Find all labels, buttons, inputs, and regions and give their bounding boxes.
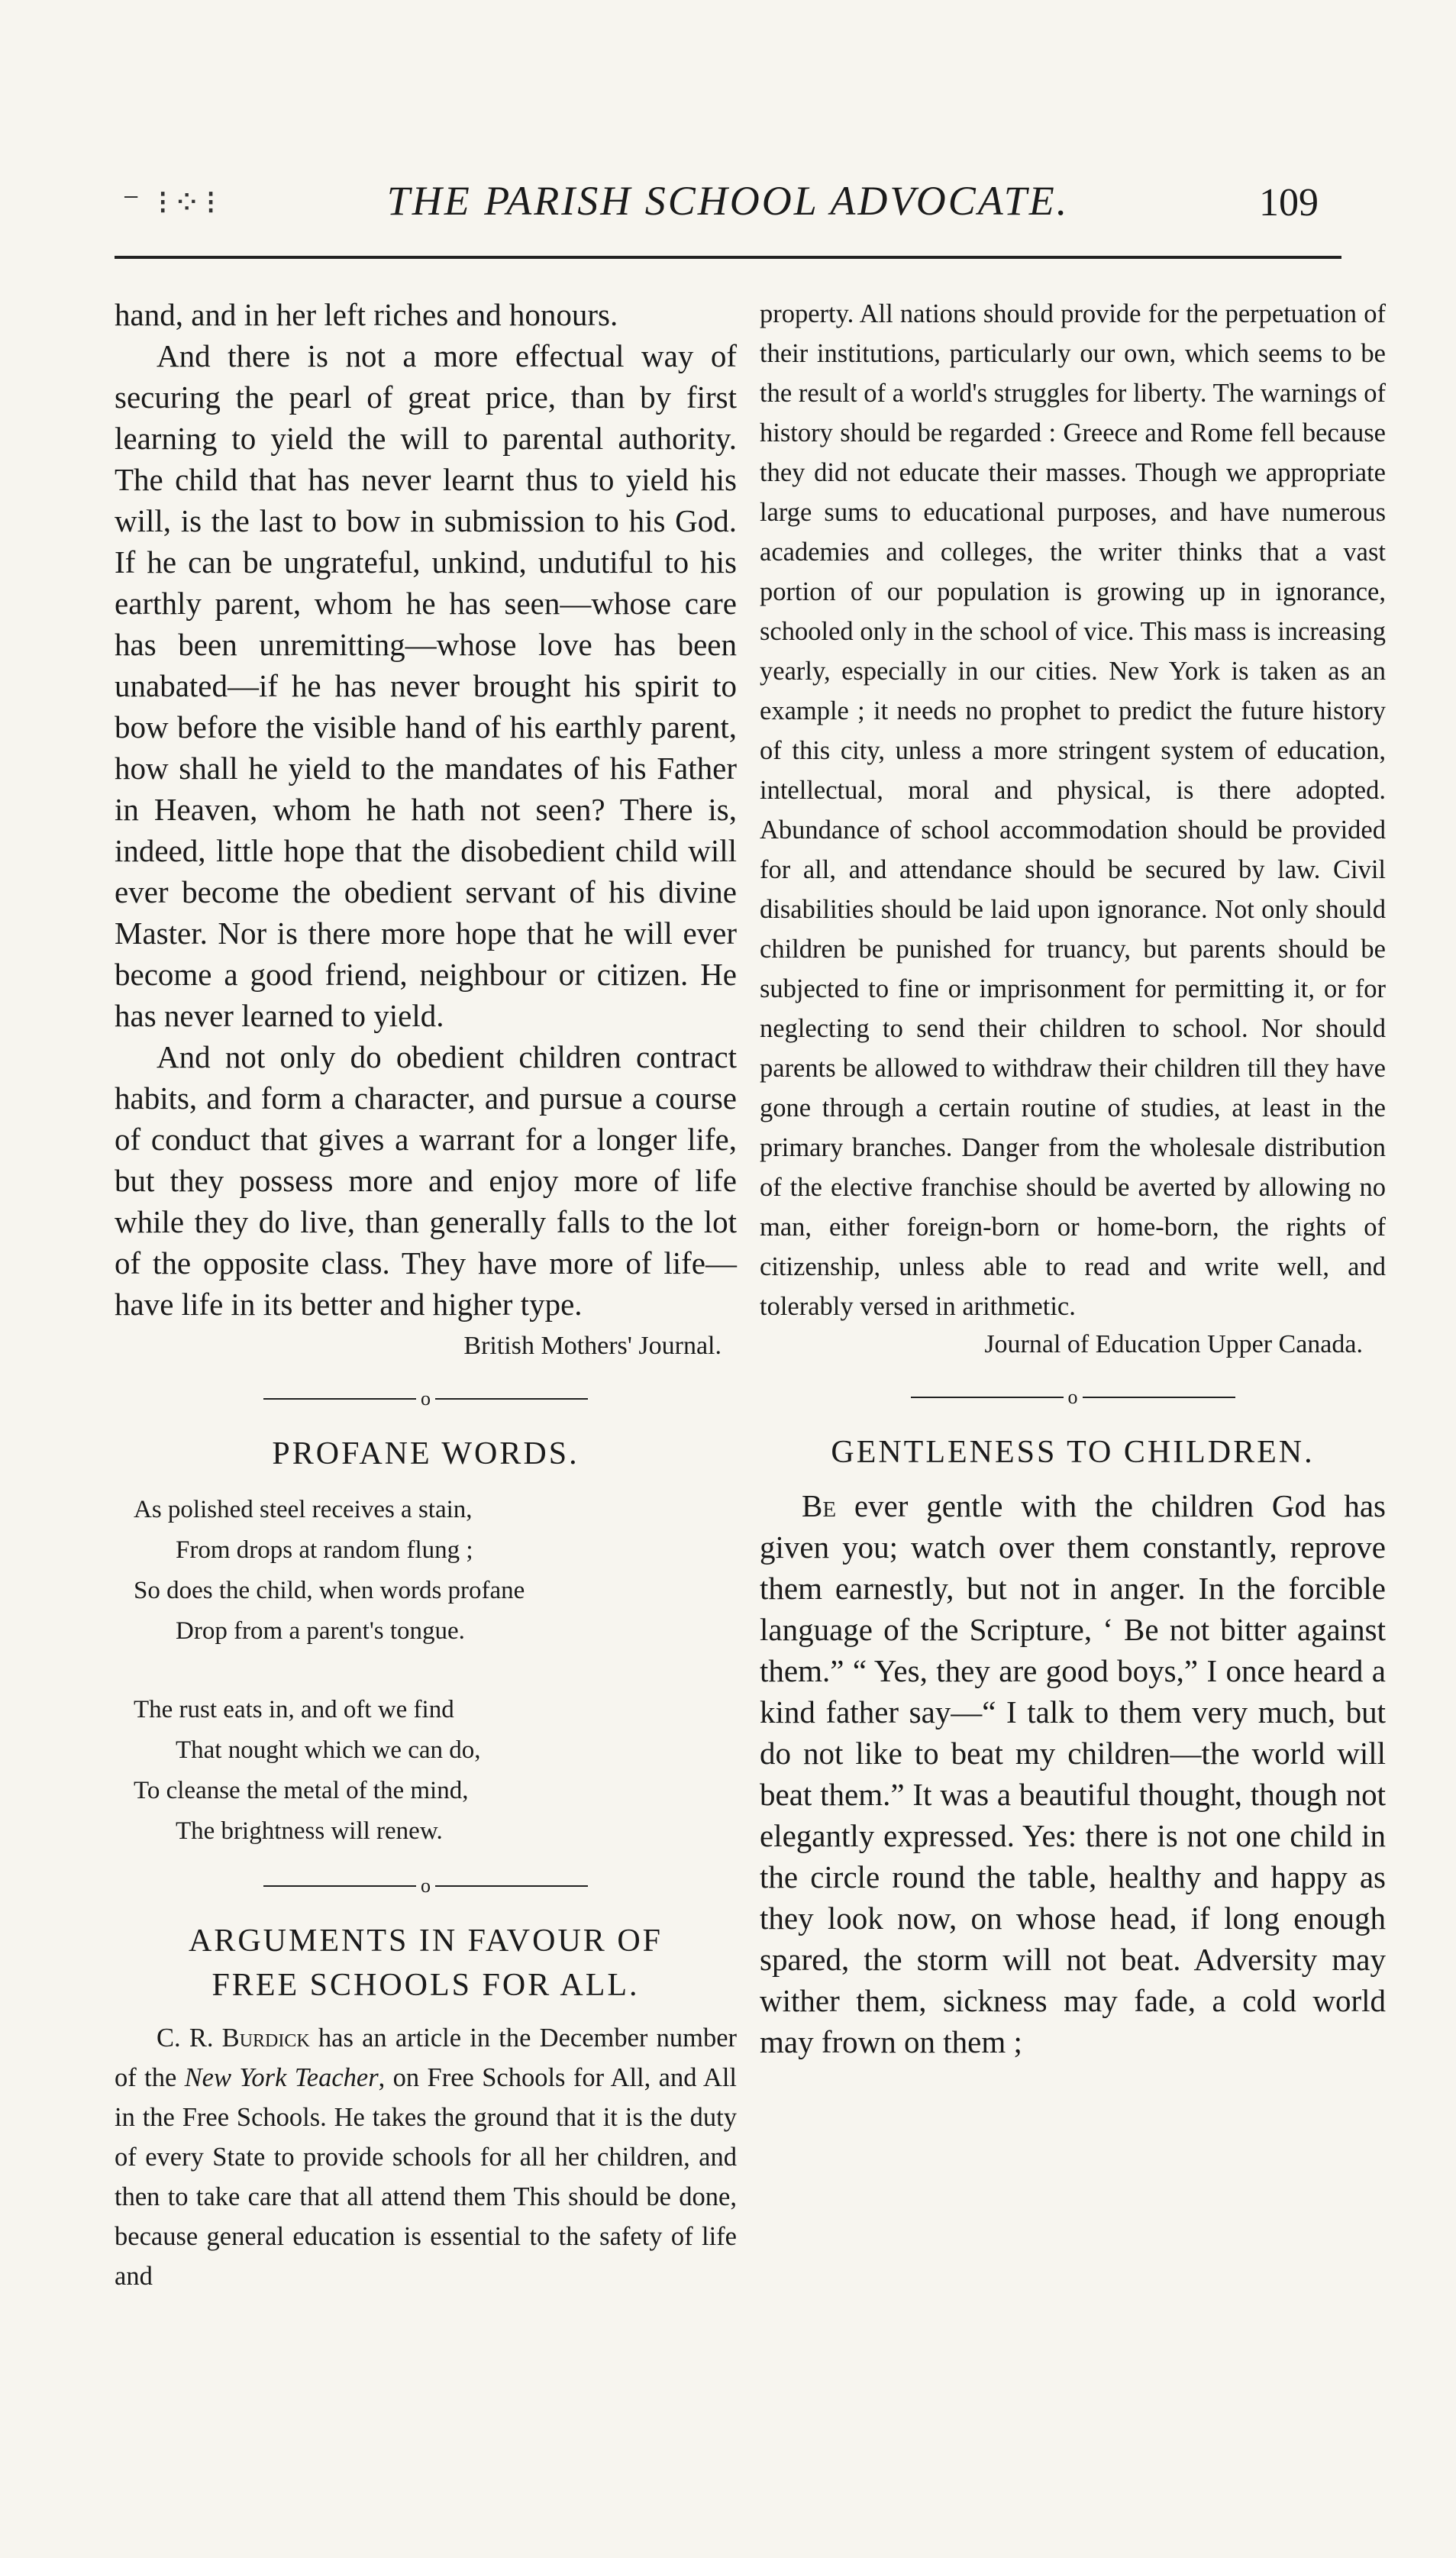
article-text: , on Free Schools for All, and All in the Free Schools. He takes the ground that it is the duty of every State to provide schools for all her children, and then to take care that all attend them This should be done, because general education is essential to the safety of life and [115,2063,738,2292]
obedience-paragraph: And there is not a more effectual way of securing the pearl of great price, than by first learning to yield the will to parental authority. The child that has never learnt thus to yield his will, is the last to bow in submission to his God. If he can be ungrateful, unkind, undutiful to his earthly parent, whom he has seen—whose care has been unremitting—whose love has been unabated—if he has never brought his spirit to bow before the visible hand of his earthly parent, how shall he yield to the mandates of his Father in Heaven, whom he hath not seen? There is, indeed, little hope that the disobedient child will ever become the obedient servant of his divine Master. Nor is there more hope that he will ever become a good friend, neighbour or citizen. He has never learned to yield. [115,338,737,1033]
poem-line: As polished steel receives a stain, [134,1496,473,1524]
source-credit: Journal of Education Upper Canada. [984,1330,1363,1358]
gentleness-paragraph [760,1485,1386,2062]
poem-line: That nought which we can do, [176,1736,481,1765]
page-header [115,168,1341,237]
source-credit: British Mothers' Journal. [463,1332,722,1360]
lead-word: Be [802,1488,837,1524]
poem-line: The rust eats in, and oft we find [134,1696,454,1724]
publication-name: New York Teacher [184,2063,379,2093]
article-text: has an article in the December number of the [115,2023,737,2093]
free-schools-continued: property. All nations should provide for the perpetuation of their institutions, particularly our own, which seems to be the result of a world's struggles for liberty. The warnings of history should be regarded : Greece and Rome fell because they did not educate their masses. Though we appropriate large sums to educational purposes, and have numerous academies and colleges, the writer thinks that a vast portion of our population is growing up in ignorance, schooled only in the school of vice. This mass is increasing yearly, especially in our cities. New York is taken as an example ; it needs no prophet to predict the future history of this city, unless a more stringent system of education, intellectual, moral and physical, is there adopted. Abundance of school accommodation should be provided for all, and attendance should be secured by law. Civil disabilities should be laid upon ignorance. Not only should children be punished for truancy, but parents should be subjected to fine or imprisonment for permitting it, or for neglecting to send their children to school. Nor should parents be allowed to withdraw their children till they have gone through a certain routine of studies, at least in the primary branches. Danger from the wholesale distribution of the elective franchise should be averted by allowing no man, either foreign-born or home-born, the rights of citizenship, unless able to read and write well, and tolerably versed in arithmetic. [760,299,1386,1321]
heading-line: FREE SCHOOLS FOR ALL. [211,1968,640,2004]
poem-line: To cleanse the metal of the mind, [134,1777,469,1805]
article-text: ever gentle with the children God has given you; watch over them constantly, reprove them earnestly, but not in anger. In the forcible language of the Scripture, ‘ Be not bitter against them.” “ Yes, they are good boys,” I once heard a kind father say—“ I talk to them very much, but do not like to beat my children—the world will beat them.” It was a beautiful thought, though not elegantly expressed. Yes: there is not one child in the circle round the table, healthy and happy as they look now, on whose head, if long enough spared, the storm will not beat. Adversity may wither them, sickness may fade, a cold world may frown on them ; [760,1488,1386,2060]
heading-line: ARGUMENTS IN FAVOUR OF [188,1923,663,1959]
heading-gentleness: GENTLENESS TO CHILDREN. [831,1435,1315,1471]
free-schools-paragraph [115,2018,737,2296]
heading-profane-words: PROFANE WORDS. [272,1436,579,1472]
continued-paragraph: hand, and in her left riches and honours. [115,297,618,332]
publication-title: THE PARISH SCHOOL ADVOCATE. [386,178,1070,224]
section-divider: o [115,1865,737,1905]
poem-line: From drops at random flung ; [176,1536,473,1565]
section-divider: o [115,1378,737,1418]
author-name: C. R. Burdick [157,2023,310,2053]
page-number: 109 [1259,181,1319,224]
right-column [760,294,1386,2062]
header-rule [115,256,1341,259]
printer-ornament: ⁻ ⁝⁘⁝ [122,184,221,221]
section-divider: o [760,1377,1386,1416]
obedient-children-paragraph: And not only do obedient children contract habits, and form a character, and pursue a course of conduct that gives a warrant for a longer life, but they possess more and enjoy more of life while they do live, than generally falls to the lot of the opposite class. They have more of life—have life in its better and higher type. [115,1039,737,1322]
heading-free-schools [115,1919,737,2007]
poem-line: The brightness will renew. [176,1817,443,1846]
left-column [115,294,737,2296]
poem-line: Drop from a parent's tongue. [176,1617,465,1646]
poem-line: So does the child, when words profane [134,1577,525,1605]
poem [115,1490,737,1852]
